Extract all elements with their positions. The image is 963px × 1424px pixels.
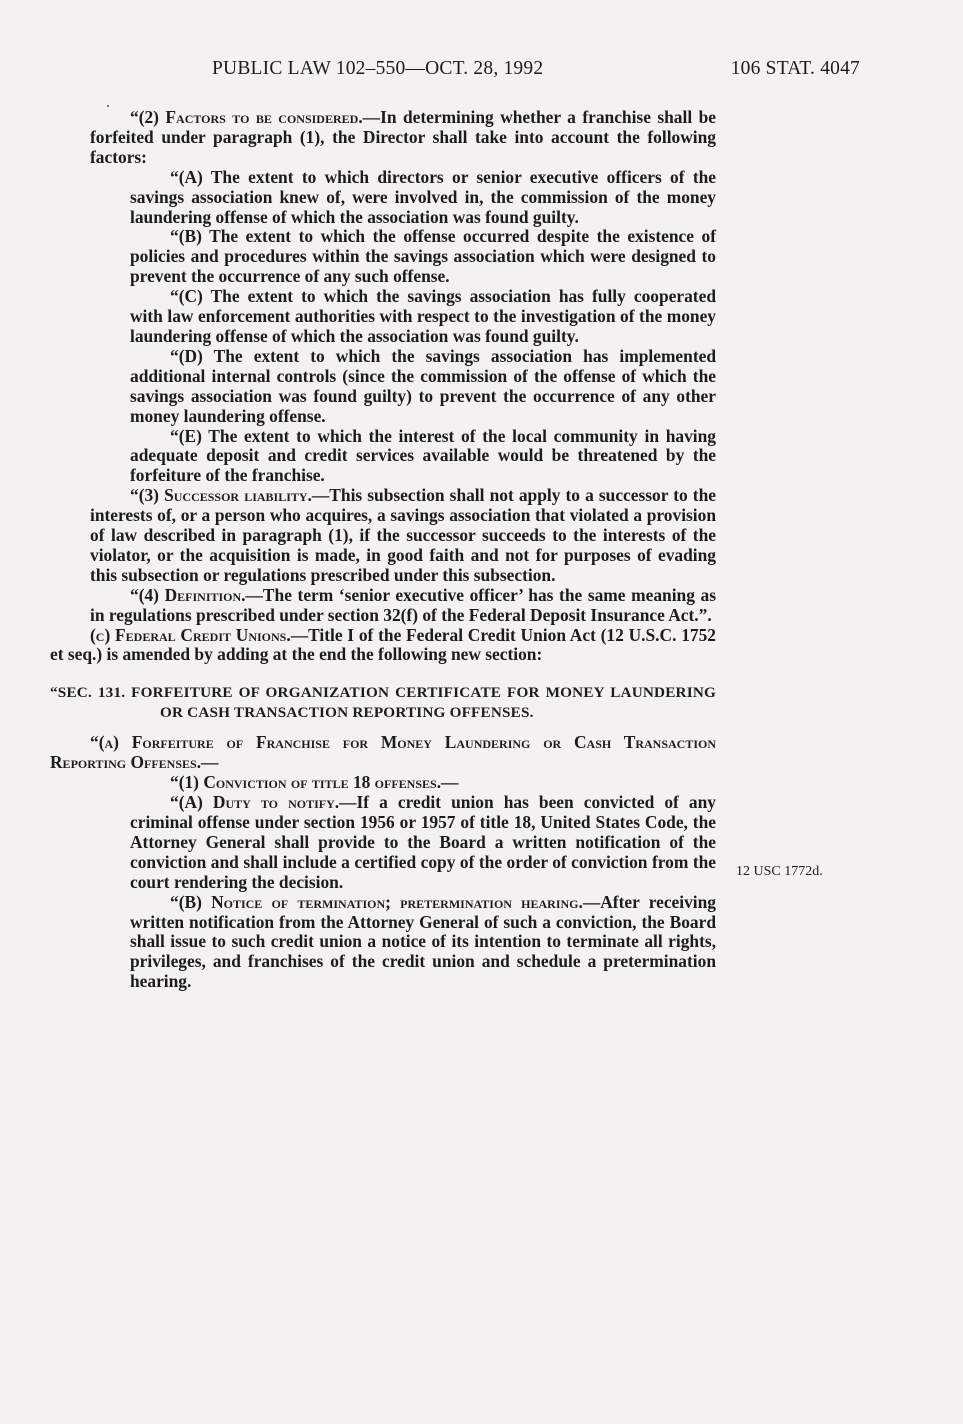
paragraph-2C: “(C) The extent to which the savings association has fully cooperated with law enforcement authorities with respect to the investigation of the money laundering offense of which the association was found guilty. [130,286,716,346]
subsection-a-heading: “(a) Forfeiture of Franchise for Money Laundering or Cash Transaction Reporting Offenses.— [50,732,716,773]
paragraph-a1B [90,893,716,993]
paragraph-4 [90,586,716,626]
paragraph-3 [90,486,716,586]
paragraph-a1A [90,793,716,893]
running-head: PUBLIC LAW 102–550—OCT. 28, 1992 [212,58,544,79]
paragraph-3-text: —This subsection shall not apply to a successor to the interests of, or a person who acquires, a savings association that violated a provision of law described in paragraph (1), if the successor succeeds to the interests of the violator, or the acquisition is made, in good faith and not for purposes of evading this subsection or regulations prescribed under this subsection. [90,485,716,585]
paragraph-a1-heading: “(1) Conviction of title 18 offenses.— [170,772,459,793]
page-number: 106 STAT. 4047 [730,58,860,79]
paragraph-4-text: —The term ‘senior executive officer’ has the same meaning as in regulations prescribed under section 32(f) of the Federal Deposit Insurance Act.”. [90,584,717,625]
section-131-heading: “SEC. 131. FORFEITURE OF ORGANIZATION CERTIFICATE FOR MONEY LAUNDERING OR CASH TRANSACTION REPORTING OFFENSES. [50,684,716,722]
paragraph-2 [90,108,716,168]
paragraph-2-heading: “(2) Factors to be considered. [130,107,363,127]
margin-citation: 12 USC 1772d. [736,864,823,879]
scan-speck [107,105,109,107]
paragraph-2E: “(E) The extent to which the interest of the local community in having adequate deposit and credit services available would be threatened by the forfeiture of the franchise. [130,425,716,486]
paragraph-2-text: —In determining whether a franchise shall be forfeited under paragraph (1), the Director shall take into account the following factors: [90,107,716,167]
statute-body [50,107,717,992]
paragraph-a1B-text: —After receiving written notification from the Attorney General of such a conviction, the Board shall issue to such credit union a notice of its intention to terminate all rights, privileges, and franchises of the credit union and schedule a pretermination hearing. [130,891,716,992]
subsection-c-text: —Title I of the Federal Credit Union Act (12 U.S.C. 1752 et seq.) is amended by adding at the end the following new section: [50,624,716,665]
paragraph-2B: “(B) The extent to which the offense occurred despite the existence of policies and procedures within the savings association which were designed to prevent the occurrence of any such offense. [130,226,716,287]
paragraph-a1A-text: —If a credit union has been convicted of any criminal offense under section 1956 or 1957 of title 18, United States Code, the Attorney General shall provide to the Board a written notification of the conviction and shall include a certified copy of the order of conviction from the court rendering the decision. [130,792,716,892]
paragraph-2D: “(D) The extent to which the savings association has implemented additional internal controls (since the commission of the offense of which the savings association was found guilty) to prevent the occurrence of any other money laundering offense. [130,345,716,426]
subsection-c [50,626,716,666]
page-header [212,58,860,84]
paragraph-2A: “(A) The extent to which directors or senior executive officers of the savings association knew of, were involved in, the commission of the money laundering offense of which the association was found guilty. [130,166,716,227]
paragraph-a1B-heading: “(B) Notice of termination; pretermination hearing. [170,891,583,912]
paragraph-3-heading: “(3) Successor liability. [130,485,312,506]
paragraph-a1A-heading: “(A) Duty to notify. [170,792,340,813]
paragraph-4-heading: “(4) Definition. [130,584,246,605]
subsection-c-heading: (c) Federal Credit Unions. [90,624,291,645]
